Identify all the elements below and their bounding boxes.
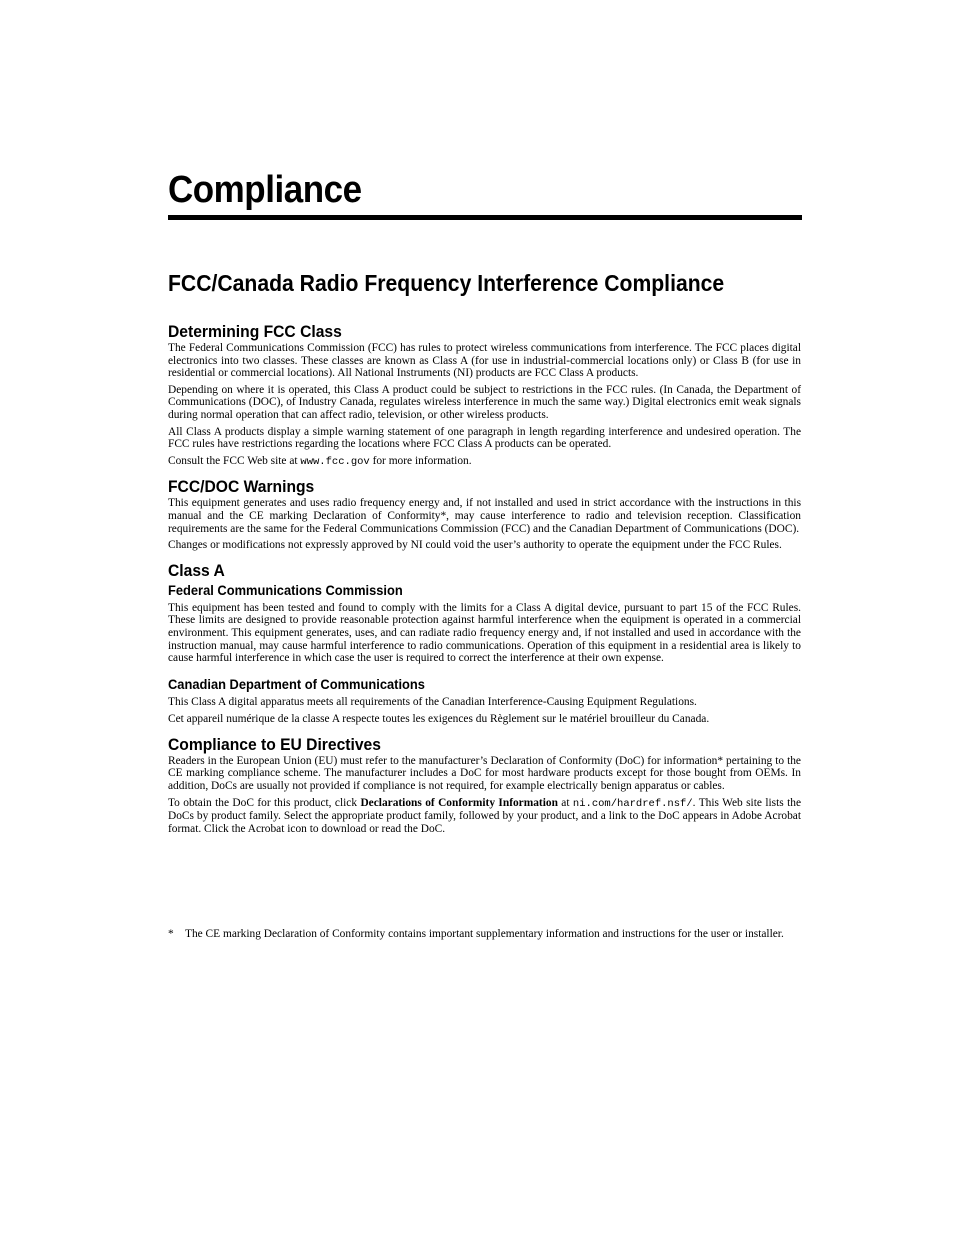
determining-heading: Determining FCC Class: [168, 322, 342, 341]
fcc-section-heading: FCC/Canada Radio Frequency Interference Compliance: [168, 270, 725, 296]
consult-text: Consult the FCC Web site at: [168, 454, 301, 467]
more-info-text: for more information.: [369, 454, 472, 467]
page-title: Compliance: [168, 169, 362, 211]
declarations-link-label[interactable]: Declarations of Conformity Information: [360, 796, 558, 809]
warnings-paragraph-2: Changes or modifications not expressly approved by NI could void the user’s authority to operate the equipment under the FCC Rules.: [168, 539, 782, 552]
warnings-paragraph-1: This equipment generates and uses radio frequency energy and, if not installed and used in strict accordance with the instructions in this manual and the CE marking Declaration of Conformity*, may cause interference to radio and television reception. Classification requirements are the same for the Federal Communications Commission (FCC) and the Canadian Department of Communications (DOC).: [168, 497, 801, 535]
eu-paragraph-1: Readers in the European Union (EU) must refer to the manufacturer’s Declaration of Conformity (DoC) for information* pertaining to the CE marking compliance scheme. The manufacturer includes a DoC for most hardware products except for those bought from OEMs. In addition, DoCs are usually not provided if compliance is not required, for example electrically benign apparatus or cables.: [168, 754, 801, 793]
class-a-heading: Class A: [168, 560, 225, 580]
eu-heading: Compliance to EU Directives: [168, 734, 381, 754]
determining-paragraph-4: [168, 455, 801, 469]
obtain-doc-text: To obtain the DoC for this product, click: [168, 796, 361, 809]
footnote: [168, 928, 801, 941]
at-text: at: [557, 796, 573, 809]
determining-paragraph-2: Depending on where it is operated, this Class A product could be subject to restrictions in the FCC rules. (In Canada, the Department of Communications (DOC), of Industry Canada, regulates wireless interference in much the same way.) Digital electronics emit weak signals during normal operation that can affect radio, television, or other wireless products.: [168, 383, 801, 421]
title-rule: [168, 215, 802, 220]
footnote-mark: *: [168, 928, 174, 940]
website-description-text: . This Web site lists the DoCs by product family. Select the appropriate product family, followed by your product, and a link to the DoC appears in Adobe Acrobat format. Click the Acrobat icon to download or read the DoC.: [168, 796, 801, 835]
canadian-doc-paragraph-2: Cet appareil numérique de la classe A respecte toutes les exigences du Règlement sur le matériel brouilleur du Canada.: [168, 713, 710, 726]
fcc-commission-heading: Federal Communications Commission: [168, 581, 403, 598]
page-content: [168, 168, 801, 835]
fcc-commission-paragraph: This equipment has been tested and found to comply with the limits for a Class A digital device, pursuant to part 15 of the FCC Rules. These limits are designed to provide reasonable protection against harmful interference when the equipment is operated in a commercial environment. This equipment generates, uses, and can radiate radio frequency energy and, if not installed and used in accordance with the instruction manual, may cause harmful interference to radio communications. Operation of this equipment in a residential area is likely to cause harmful interference in which case the user is required to correct the interference at their own expense.: [168, 601, 801, 665]
footnote-text: The CE marking Declaration of Conformity contains important supplementary information and instructions for the user or installer.: [185, 928, 784, 940]
warnings-heading: FCC/DOC Warnings: [168, 477, 315, 497]
fcc-url-link[interactable]: www.fcc.gov: [300, 455, 370, 468]
eu-paragraph-2: [168, 797, 801, 836]
determining-paragraph-1: The Federal Communications Commission (FCC) has rules to protect wireless communications from interference. The FCC places digital electronics into two classes. These classes are known as Class A (for use in industrial-commercial locations only) or Class B (for use in residential or commercial locations). All National Instruments (NI) products are FCC Class A products.: [168, 342, 801, 380]
canadian-doc-heading: Canadian Department of Communications: [168, 675, 425, 692]
determining-paragraph-3: All Class A products display a simple warning statement of one paragraph in length regarding interference and undesired operation. The FCC rules have restrictions regarding the locations where FCC Class A products can be operated.: [168, 425, 801, 451]
canadian-doc-paragraph-1: This Class A digital apparatus meets all requirements of the Canadian Interference-Causing Equipment Regulations.: [168, 695, 697, 708]
ni-url-link[interactable]: ni.com/hardref.nsf/: [572, 797, 693, 810]
